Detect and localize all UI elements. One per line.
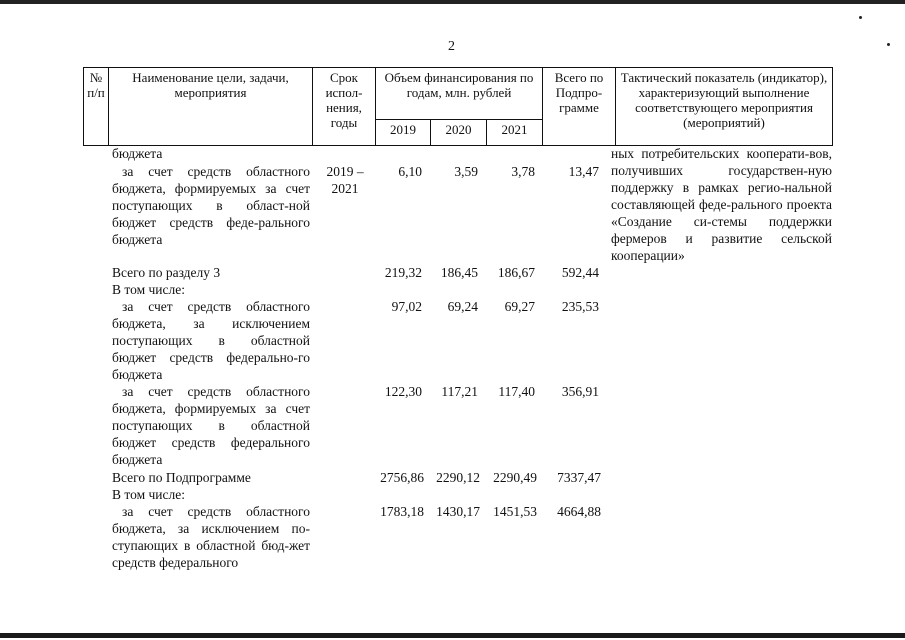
row-name: за счет средств областного бюджета, формируемых за счет поступающих в областной бюджет средств федерального бюджета <box>112 384 310 467</box>
row-name: бюджета <box>112 146 163 161</box>
header-year-2021: 2021 <box>487 119 543 145</box>
row-name: В том числе: <box>112 282 185 297</box>
header-year-2019: 2019 <box>376 119 431 145</box>
header-year-2020: 2020 <box>431 119 487 145</box>
header-funding: Объем финансирования по годам, млн. рублей <box>376 68 543 120</box>
row-value-2019: 2756,86 <box>380 470 424 485</box>
row-value-2021: 186,67 <box>497 265 535 280</box>
row-value-total: 235,53 <box>561 299 599 314</box>
row-name: за счет средств областного бюджета, за исключением по-ступающих в областной бюд-жет средств федерального <box>112 504 310 570</box>
header-term: Срок испол-нения, годы <box>313 68 376 146</box>
row-value-2019: 1783,18 <box>380 504 424 519</box>
row-value-total: 4664,88 <box>557 504 601 519</box>
row-value-2021: 2290,49 <box>493 470 537 485</box>
row-name: В том числе: <box>112 487 185 502</box>
row-name: Всего по Подпрограмме <box>112 470 251 485</box>
header-indicator: Тактический показатель (индикатор), характеризующий выполнение соответствующего мероприятия (мероприятий) <box>616 68 833 146</box>
indicator-text: ных потребительских кооперати-вов, получивших государствен-ную поддержку в рамках регио-нальной составляющей феде-рального проекта «Создание си-стемы поддержки фермеров и развитие сельской кооперации» <box>611 146 832 263</box>
row-value-2021: 1451,53 <box>493 504 537 519</box>
row-value-2019: 6,10 <box>398 164 422 179</box>
row-term: 2019 – 2021 <box>326 164 364 196</box>
row-value-2020: 117,21 <box>441 384 478 399</box>
row-value-2020: 2290,12 <box>436 470 480 485</box>
row-value-total: 7337,47 <box>557 470 601 485</box>
header-total: Всего по Подпро-грамме <box>543 68 616 146</box>
row-value-2019: 97,02 <box>391 299 422 314</box>
header-num: № п/п <box>84 68 109 146</box>
row-value-2021: 69,27 <box>504 299 535 314</box>
row-value-2020: 3,59 <box>454 164 478 179</box>
scan-edge-bottom <box>0 633 905 638</box>
header-name: Наименование цели, задачи, мероприятия <box>109 68 313 146</box>
row-value-total: 592,44 <box>561 265 599 280</box>
row-name: Всего по разделу 3 <box>112 265 221 280</box>
row-name: за счет средств областного бюджета, за исключением поступающих в областной бюджет средств федерально-го бюджета <box>112 299 310 382</box>
row-value-2020: 186,45 <box>440 265 478 280</box>
table-header <box>83 67 833 146</box>
row-name: за счет средств областного бюджета, формируемых за счет поступающих в област-ной бюджет средств феде-рального бюджета <box>112 164 310 247</box>
row-value-2019: 219,32 <box>384 265 422 280</box>
row-value-2019: 122,30 <box>384 384 422 399</box>
row-value-2020: 69,24 <box>447 299 478 314</box>
row-value-2021: 3,78 <box>511 164 535 179</box>
row-value-total: 356,91 <box>561 384 599 399</box>
page-number: 2 <box>448 39 455 54</box>
scan-speck <box>859 16 862 19</box>
row-value-2020: 1430,17 <box>436 504 480 519</box>
row-value-total: 13,47 <box>568 164 599 179</box>
scan-speck <box>887 43 890 46</box>
row-value-2021: 117,40 <box>498 384 535 399</box>
scan-edge-top <box>0 0 905 4</box>
